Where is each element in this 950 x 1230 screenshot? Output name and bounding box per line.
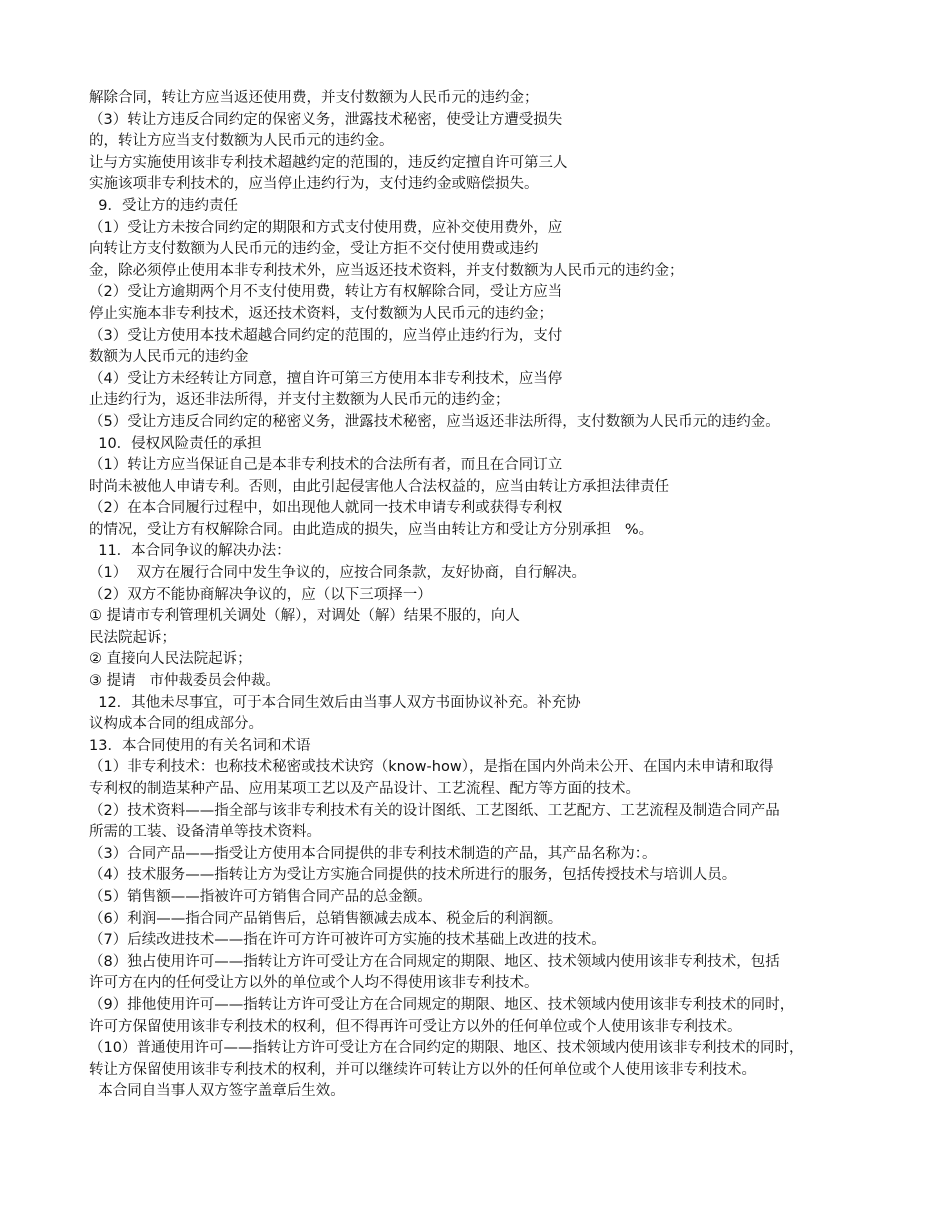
text-line: 金，除必须停止使用本非专利技术外，应当返还技术资料，并支付数额为人民币元的违约金； [89, 262, 684, 279]
text-line: （5）受让方违反合同约定的秘密义务，泄露技术秘密，应当返还非法所得，支付数额为人民币元的违约金。 [89, 413, 780, 430]
text-line: 向转让方支付数额为人民币元的违约金，受让方拒不交付使用费或违约 [89, 241, 539, 258]
text-line: （3）转让方违反合同约定的保密义务，泄露技术秘密，使受让方遭受损失 [89, 111, 563, 128]
text-line: （3）受让方使用本技术超越合同约定的范围的，应当停止违约行为，支付 [89, 327, 563, 344]
text-line: （2）受让方逾期两个月不支付使用费，转让方有权解除合同，受让方应当 [89, 284, 563, 301]
text-line: 让与方实施使用该非专利技术超越约定的范围的，违反约定擅自许可第三人 [89, 154, 568, 171]
text-line: 时尚未被他人申请专利。否则，由此引起侵害他人合法权益的，应当由转让方承担法律责任 [89, 478, 669, 495]
text-line: 许可方在内的任何受让方以外的单位或个人均不得使用该非专利技术。 [89, 975, 539, 992]
text-line: 9．受让方的违约责任 [89, 197, 238, 214]
text-line: 止违约行为，返还非法所得，并支付主数额为人民币元的违约金； [89, 392, 510, 409]
text-line: （2）双方不能协商解决争议的，应（以下三项择一） [89, 586, 432, 603]
text-line: 11．本合同争议的解决办法： [89, 543, 291, 560]
text-line: 议构成本合同的组成部分。 [89, 716, 263, 733]
text-line: （8）独占使用许可——指转让方许可受让方在合同规定的期限、地区、技术领域内使用该非专利技术，包括 [89, 953, 780, 970]
text-line: ① 提请市专利管理机关调处（解），对调处（解）结果不服的，向人 [89, 608, 520, 625]
text-line: ③ 提请 市仲裁委员会仲裁。 [89, 673, 280, 690]
text-line: 民法院起诉； [89, 629, 176, 646]
text-line: （7）后续改进技术——指在许可方许可被许可方实施的技术基础上改进的技术。 [89, 932, 606, 949]
text-line: 实施该项非专利技术的，应当停止违约行为，支付违约金或赔偿损失。 [89, 176, 539, 193]
text-line: （5）销售额——指被许可方销售合同产品的总金额。 [89, 888, 432, 905]
text-line: （4）技术服务——指转让方为受让方实施合同提供的技术所进行的服务，包括传授技术与培训人员。 [89, 867, 737, 884]
text-line: （6）利润——指合同产品销售后，总销售额减去成本、税金后的利润额。 [89, 910, 563, 927]
text-line: （3）合同产品——指受让方使用本合同提供的非专利技术制造的产品，其产品名称为：。 [89, 845, 657, 862]
text-line: 数额为人民币元的违约金 [89, 349, 249, 366]
text-line: （9）排他使用许可——指转让方许可受让方在合同规定的期限、地区、技术领域内使用该非专利技术的同时， [89, 996, 795, 1013]
text-line: （2）技术资料——指全部与该非专利技术有关的设计图纸、工艺图纸、工艺配方、工艺流程及制造合同产品 [89, 802, 780, 819]
text-line: 13．本合同使用的有关名词和术语 [89, 737, 311, 754]
text-line: （1）转让方应当保证自己是本非专利技术的合法所有者，而且在合同订立 [89, 457, 563, 474]
text-line: 12．其他未尽事宜，可于本合同生效后由当事人双方书面协议补充。补充协 [89, 694, 581, 711]
text-line: （4）受让方未经转让方同意，擅自许可第三方使用本非专利技术，应当停 [89, 370, 563, 387]
text-line: 本合同自当事人双方签字盖章后生效。 [89, 1083, 345, 1100]
text-line: 转让方保留使用该非专利技术的权利，并可以继续许可转让方以外的任何单位或个人使用该非专利技术。 [89, 1061, 756, 1078]
text-line: （2）在本合同履行过程中，如出现他人就同一技术申请专利或获得专利权 [89, 500, 563, 517]
text-line: （1）受让方未按合同约定的期限和方式支付使用费，应补交使用费外，应 [89, 219, 563, 236]
text-line: 许可方保留使用该非专利技术的权利，但不得再许可受让方以外的任何单位或个人使用该非专利技术。 [89, 1018, 742, 1035]
document-page [89, 88, 889, 1103]
text-line: （1）非专利技术：也称技术秘密或技术诀窍（know-how），是指在国内外尚未公开、在国内未申请和取得 [89, 759, 774, 776]
text-line: （10）普通使用许可——指转让方许可受让方在合同约定的期限、地区、技术领域内使用该非专利技术的同时， [89, 1040, 804, 1057]
text-line: 10．侵权风险责任的承担 [89, 435, 262, 452]
text-line: 解除合同，转让方应当返还使用费，并支付数额为人民币元的违约金； [89, 90, 539, 106]
text-line: （1） 双方在履行合同中发生争议的，应按合同条款，友好协商，自行解决。 [89, 565, 586, 582]
text-line: 专利权的制造某种产品、应用某项工艺以及产品设计、工艺流程、配方等方面的技术。 [89, 781, 640, 797]
text-line: 所需的工装、设备清单等技术资料。 [89, 824, 321, 841]
text-line: 的，转让方应当支付数额为人民币元的违约金。 [89, 133, 394, 150]
text-line: 停止实施本非专利技术，返还技术资料，支付数额为人民币元的违约金； [89, 305, 553, 322]
text-line: 的情况，受让方有权解除合同。由此造成的损失，应当由转让方和受让方分别承担 %。 [89, 521, 654, 538]
text-line: ② 直接向人民法院起诉； [89, 651, 252, 668]
